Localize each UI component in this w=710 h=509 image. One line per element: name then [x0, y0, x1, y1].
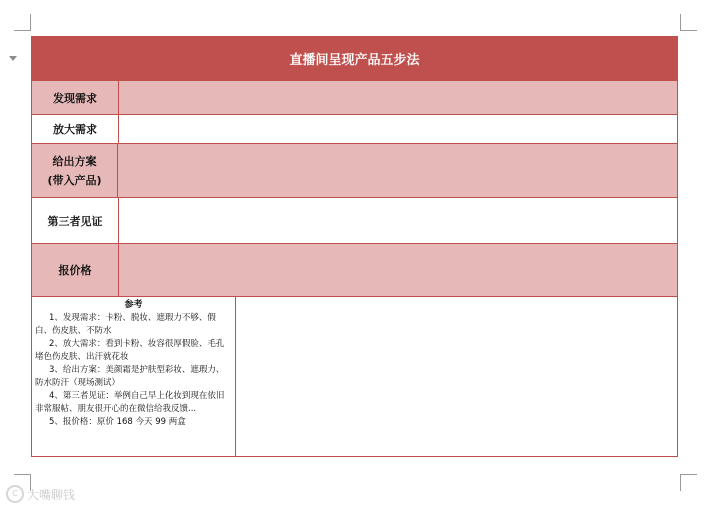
- five-step-table: [31, 36, 678, 457]
- table-row-price[interactable]: [31, 244, 678, 297]
- table-row-amplify[interactable]: [31, 115, 678, 144]
- row-label: 第三者见证: [32, 198, 119, 243]
- row-label: 报价格: [32, 244, 119, 296]
- note-item: 2、放大需求：看到卡粉、妆容很厚假脸、毛孔堵色伤皮肤、出汗就花妆: [35, 339, 225, 362]
- row-label: 放大需求: [32, 115, 119, 143]
- notes-heading: 参考: [124, 300, 143, 310]
- note-item: 4、第三者见证：举例自己早上化妆到现在依旧非常服帖、朋友很开心的在微信给我反馈...: [35, 391, 225, 414]
- row-sublabel: (带入产品): [47, 173, 102, 187]
- row-label: 发现需求: [32, 81, 119, 114]
- note-item: 5、报价格：原价 168 今天 99 两盒: [49, 417, 186, 427]
- note-item: 1、发现需求：卡粉、脱妆、遮瑕力不够、假白、伤皮肤、不防水: [35, 313, 216, 336]
- table-row-solution[interactable]: [31, 144, 678, 198]
- table-row-discover[interactable]: [31, 81, 678, 115]
- table-title[interactable]: 直播间呈现产品五步法: [31, 36, 678, 81]
- watermark-text: 大嘴聊钱: [27, 487, 76, 502]
- notes-empty-cell[interactable]: [237, 297, 677, 456]
- page-corner-mark: [680, 14, 697, 31]
- page-corner-mark: [680, 474, 697, 491]
- row-label: 给出方案: [52, 155, 97, 169]
- notes-text-cell[interactable]: [32, 297, 236, 456]
- row-label-group: [32, 144, 118, 197]
- page-corner-mark: [14, 14, 31, 31]
- note-item: 3、给出方案：美颜霜是护肤型彩妆、遮瑕力、防水防汗（现场测试）: [35, 365, 225, 388]
- table-row-witness[interactable]: [31, 198, 678, 244]
- watermark: [6, 485, 75, 503]
- reference-notes: [31, 297, 678, 457]
- watermark-logo-icon: C: [6, 485, 24, 503]
- triangle-marker-icon: [9, 56, 17, 61]
